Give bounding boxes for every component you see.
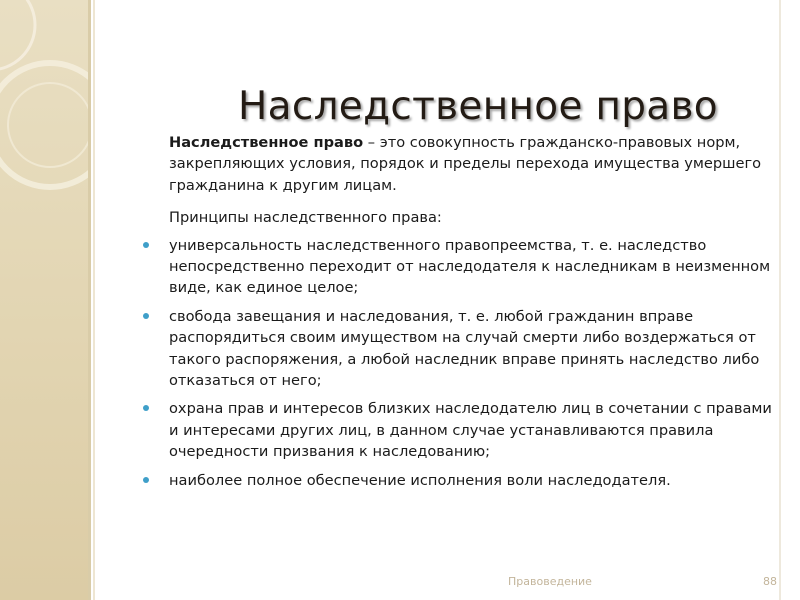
list-item — [143, 306, 779, 392]
list-item — [143, 235, 779, 299]
slide-title: Наследственное право — [238, 84, 718, 129]
list-item-text: свобода завещания и наследования, т. е. любой гражданин вправе распорядиться своим имуществом на случай смерти либо воздержаться от такого распоряжения, а любой наследник вправе принять наследство либо отказаться от него; — [169, 307, 760, 390]
right-divider — [779, 0, 781, 600]
decorative-circles — [0, 0, 90, 600]
panel-border — [88, 0, 91, 600]
definition-term: Наследственное право — [169, 134, 364, 151]
panel-border-light — [93, 0, 95, 600]
list-item-text: наиболее полное обеспечение исполнения воли наследодателя. — [169, 471, 671, 489]
list-item — [143, 470, 779, 491]
decorative-side-panel — [0, 0, 90, 600]
bullet-icon — [143, 242, 149, 248]
principles-list — [143, 235, 779, 491]
list-item-text: охрана прав и интересов близких наследодателю лиц в сочетании с правами и интересами других лиц, в данном случае устанавливаются правила очередности призвания к наследованию; — [169, 400, 772, 461]
list-item — [143, 398, 779, 462]
slide-content — [143, 132, 779, 498]
bullet-icon — [143, 313, 149, 319]
definition-paragraph — [169, 132, 779, 196]
bullet-icon — [143, 405, 149, 411]
definition-text: – это совокупность гражданско-правовых норм, закрепляющих условия, порядок и пределы перехода имущества умершего гражданина к другим лицам. — [169, 134, 762, 194]
list-item-text: универсальность наследственного правопреемства, т. е. наследство непосредственно переходит от наследодателя к наследникам в неизменном виде, как единое целое; — [169, 236, 771, 297]
footer-label: Правоведение — [508, 575, 592, 588]
slide-number: 88 — [763, 575, 777, 588]
principles-heading: Принципы наследственного права: — [169, 209, 442, 227]
bullet-icon — [143, 477, 149, 483]
